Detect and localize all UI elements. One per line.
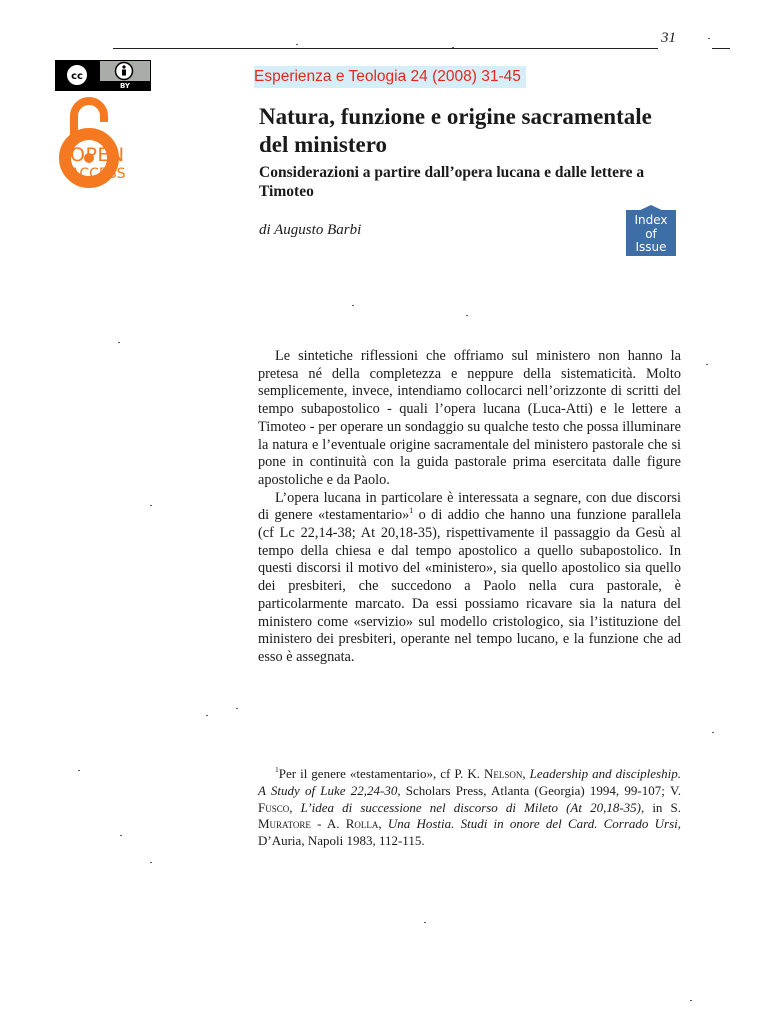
footnote-text-7: , D’Auria, Napoli 1983, 112-115. — [258, 816, 681, 849]
scan-speck — [708, 38, 710, 39]
index-label-line1: Index — [634, 213, 668, 227]
footnote-work-3: Una Hostia. Studi in onore del Card. Corrado Ursi — [387, 816, 678, 832]
scan-speck — [712, 732, 714, 733]
footnote — [258, 766, 681, 850]
paragraph-2-part-b: o di addio che hanno una funzione parallela (cf Lc 22,14-38; At 20,18-35), rispettivamente il passaggio da Gesù al tempo della chiesa e dal tempo apostolico a quello subapostolico. In questi discorsi il motivo del «ministero», sia quello apostolico sia quello dei presbiteri, che succedono a Paolo nella cura pastorale, è particolarmente marcato. Da essi possiamo ricavare sia la natura del ministero come «servizio» sul modello cristologico, sia l’istituzione del ministero dei presbiteri, operante nel tempo lucano, e la funzione che ad esso è assegnata. — [258, 507, 681, 665]
footnote-1 — [258, 766, 681, 850]
cc-label: cc — [71, 71, 83, 82]
footnote-author-3: S. Muratore - A. Rolla — [258, 799, 681, 832]
footnote-text-6: , — [378, 816, 388, 832]
page-number: 31 — [661, 30, 676, 46]
open-label: OPEN — [70, 144, 125, 166]
scan-speck — [150, 862, 152, 863]
footnote-text-1: Per il genere «testamentario», cf — [278, 766, 455, 781]
footnote-work-1: Leadership and discipleship. A Study of Luke 22,24-30 — [258, 766, 681, 798]
cc-icon — [56, 61, 100, 90]
index-label-line3: Issue — [635, 240, 667, 254]
article-body — [258, 348, 681, 667]
scan-speck — [120, 835, 122, 836]
header-rule-end — [712, 48, 730, 49]
cc-by-license-badge[interactable] — [55, 60, 151, 91]
access-label: ACCESS — [70, 166, 126, 182]
article-author: di Augusto Barbi — [259, 222, 362, 238]
by-label: BY — [119, 82, 131, 90]
scan-speck — [206, 715, 208, 716]
open-access-logo[interactable] — [70, 146, 126, 181]
scan-speck — [690, 1000, 692, 1001]
scan-speck — [296, 44, 298, 45]
scan-speck — [352, 305, 354, 306]
person-icon — [100, 61, 152, 81]
scan-speck — [452, 47, 454, 48]
article-title: Natura, funzione e origine sacramentale del ministero — [259, 104, 652, 157]
footnote-reference[interactable]: 1 — [409, 506, 414, 516]
paragraph-1: Le sintetiche riflessioni che offriamo sul ministero non hanno la pretesa né della completezza e neppure della sistematicità. Molto semplicemente, invece, intendiamo collocarci nell’orizzonte di scritti del tempo subapostolico - quali l’opera lucana (Luca-Atti) e le lettere a Timoteo - per operare un sondaggio su qualche testo che possa illuminare la natura e l’eventuale origine sacramentale del ministero pastorale che si pone in continuità con la guida pastorale prima esercitata dalle figure apostoliche e da Paolo. — [258, 348, 681, 488]
header-rule — [113, 48, 658, 49]
footnote-text-4: , — [289, 799, 301, 815]
index-of-issue-button[interactable] — [626, 210, 676, 256]
scan-speck — [466, 315, 468, 316]
article-subtitle: Considerazioni a partire dall’opera lucana e dalle lettere a Timoteo — [259, 164, 645, 200]
scan-speck — [78, 770, 80, 771]
index-label-line2: of — [645, 226, 657, 241]
footnote-author-2: V. Fusco — [258, 782, 681, 815]
footnote-text-5: , in — [640, 799, 671, 815]
footnote-mark: 1 — [275, 765, 279, 774]
scan-speck — [236, 708, 238, 709]
footnote-text-3: , Scholars Press, Atlanta (Georgia) 1994, 99-107; — [397, 782, 671, 798]
footnote-text-2: , — [522, 766, 530, 781]
paragraph-2-part-a: L’opera lucana in particolare è interessata a segnare, con due discorsi di genere «testamentario» — [258, 489, 681, 524]
scan-speck — [150, 505, 152, 506]
paragraph-2 — [258, 490, 681, 667]
footnote-work-2: L’idea di successione nel discorso di Mileto (At 20,18-35) — [300, 799, 641, 815]
scan-speck — [706, 364, 708, 365]
footnote-author-1: P. K. Nelson — [454, 766, 523, 781]
journal-citation[interactable]: Esperienza e Teologia 24 (2008) 31-45 — [254, 66, 526, 88]
scan-speck — [118, 342, 120, 343]
scan-speck — [424, 922, 426, 923]
